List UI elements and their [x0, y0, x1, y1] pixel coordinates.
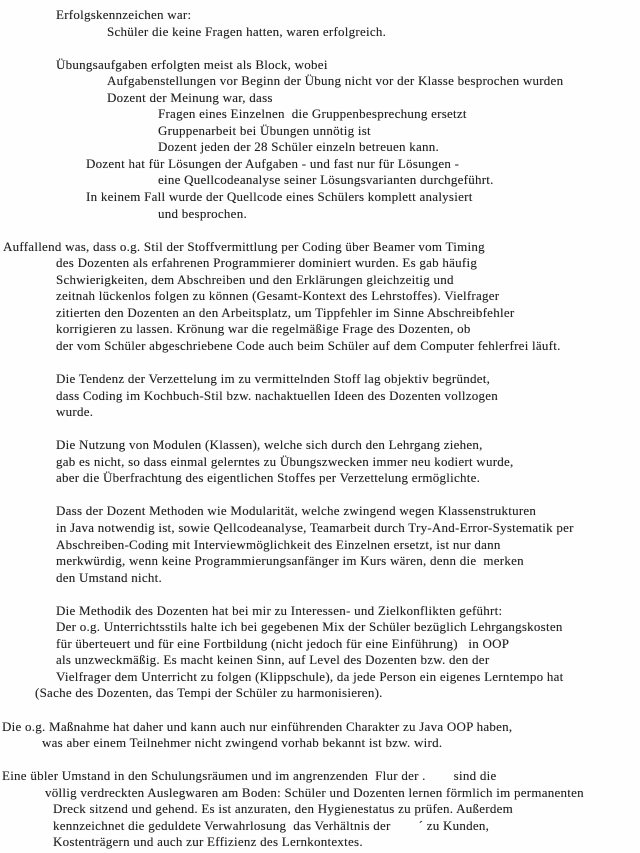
text-line: aber die Überfrachtung des eigentlichen Stoffes per Verzettelung ermöglichte. [56, 470, 481, 486]
text-line: Die Nutzung von Modulen (Klassen), welche sich durch den Lehrgang ziehen, [56, 437, 483, 453]
text-line: Kostenträgern und auch zur Effizienz des Lernkontextes. [53, 834, 363, 850]
text-line: gab es nicht, so dass einmal gelerntes zu Übungszwecken immer neu kodiert wurde, [56, 453, 514, 469]
text-line: und besprochen. [158, 205, 247, 221]
text-line: Erfolgskennzeichen war: [56, 7, 192, 22]
blank-line [0, 222, 640, 239]
text-line: als unzweckmäßig. Es macht keinen Sinn, auf Level des Dozenten bzw. den der [56, 652, 490, 668]
text-line: Schwierigkeiten, dem Abschreiben und den Erklärungen gleichzeitig und [56, 271, 454, 287]
text-line: des Dozenten als erfahrenen Programmierer dominiert wurden. Es gab häufig [56, 255, 478, 271]
text-line: wurde. [56, 404, 94, 420]
text-line: zitierten den Dozenten an den Arbeitsplatz, um Tippfehler im Sinne Abschreibfehler [56, 304, 515, 320]
text-line: den Umstand nicht. [56, 569, 162, 585]
text-line: eine Quellcodeanalyse seiner Lösungsvarianten durchgeführt. [158, 172, 494, 188]
text-line: Der o.g. Unterrichtsstils halte ich bei gegebenen Mix der Schüler bezüglich Lehrgangskosten [56, 619, 563, 635]
text-line: Dozent der Meinung war, dass [107, 89, 273, 105]
text-line: Dozent jeden der 28 Schüler einzeln betreuen kann. [158, 139, 440, 155]
text-line: Dozent hat für Lösungen der Aufgaben - und fast nur für Lösungen - [86, 155, 460, 171]
text-line: Übungsaufgaben erfolgten meist als Block, wobei [56, 56, 328, 72]
text-line: (Sache des Dozenten, das Tempi der Schüler zu harmonisieren). [35, 685, 383, 701]
text-line: Schüler die keine Fragen hatten, waren erfolgreich. [107, 23, 387, 39]
text-line: dass Coding im Kochbuch-Stil bzw. nachaktuellen Ideen des Dozenten vollzogen [56, 387, 498, 403]
blank-line [0, 421, 640, 438]
blank-line [0, 354, 640, 371]
text-line: Dass der Dozent Methoden wie Modularität, welche zwingend wegen Klassenstrukturen [56, 503, 537, 519]
blank-line [0, 752, 640, 769]
text-line: Abschreiben-Coding mit Interviewmöglichkeit des Einzelnen ersetzt, ist nur dann [56, 536, 501, 552]
blank-line [0, 40, 640, 57]
text-line: In keinem Fall wurde der Quellcode eines Schülers komplett analysiert [86, 189, 473, 205]
text-line: Auffallend was, dass o.g. Stil der Stoffvermittlung per Coding über Beamer vom Timing [3, 238, 485, 254]
document-text-block [0, 7, 640, 851]
text-line: Die Methodik des Dozenten hat bei mir zu Interessen- und Zielkonflikten geführt: [56, 602, 503, 618]
text-line: völlig verdreckten Auslegwaren am Boden: Schüler und Dozenten lernen förmlich im permanenten [45, 784, 584, 800]
text-line: Eine übler Umstand in den Schulungsräumen und im angrenzenden Flur der . sind die [2, 768, 497, 784]
text-line: Vielfrager dem Unterricht zu folgen (Klippschule), da jede Person ein eigenes Lerntempo hat [56, 668, 564, 684]
text-line: korrigieren zu lassen. Krönung war die regelmäßige Frage des Dozenten, ob [56, 321, 471, 337]
text-line: kennzeichnet die geduldete Verwahrlosung das Verhältnis der ´ zu Kunden, [53, 817, 490, 833]
text-line: merkwürdig, wenn keine Programmierungsanfänger im Kurs wären, denn die merken [56, 553, 524, 569]
text-line: für überteuert und für eine Fortbildung (nicht jedoch für eine Einführung) in OOP [56, 635, 510, 651]
text-line: Fragen eines Einzelnen die Gruppenbesprechung ersetzt [158, 106, 467, 122]
blank-line [0, 586, 640, 603]
text-line: Gruppenarbeit bei Übungen unnötig ist [158, 122, 371, 138]
text-line: Dreck sitzend und gehend. Es ist anzuraten, den Hygienestatus zu prüfen. Außerdem [53, 801, 513, 817]
text-line: Die Tendenz der Verzettelung im zu vermittelnden Stoff lag objektiv begründet, [56, 371, 491, 387]
text-line: zeitnah lückenlos folgen zu können (Gesamt-Kontext des Lehrstoffes). Vielfrager [56, 288, 500, 304]
text-line: Die o.g. Maßnahme hat daher und kann auch nur einführenden Charakter zu Java OOP haben, [2, 718, 513, 734]
text-line: der vom Schüler abgeschriebene Code auch beim Schüler auf dem Computer fehlerfrei läuft. [56, 337, 561, 353]
blank-line [0, 487, 640, 504]
text-line: in Java notwendig ist, sowie Qellcodeanalyse, Teamarbeit durch Try-And-Error-Systematik per [56, 519, 574, 535]
text-line: Aufgabenstellungen vor Beginn der Übung nicht vor der Klasse besprochen wurden [107, 73, 564, 89]
text-line: was aber einem Teilnehmer nicht zwingend vorhab bekannt ist bzw. wird. [42, 735, 443, 751]
blank-line [0, 702, 640, 719]
